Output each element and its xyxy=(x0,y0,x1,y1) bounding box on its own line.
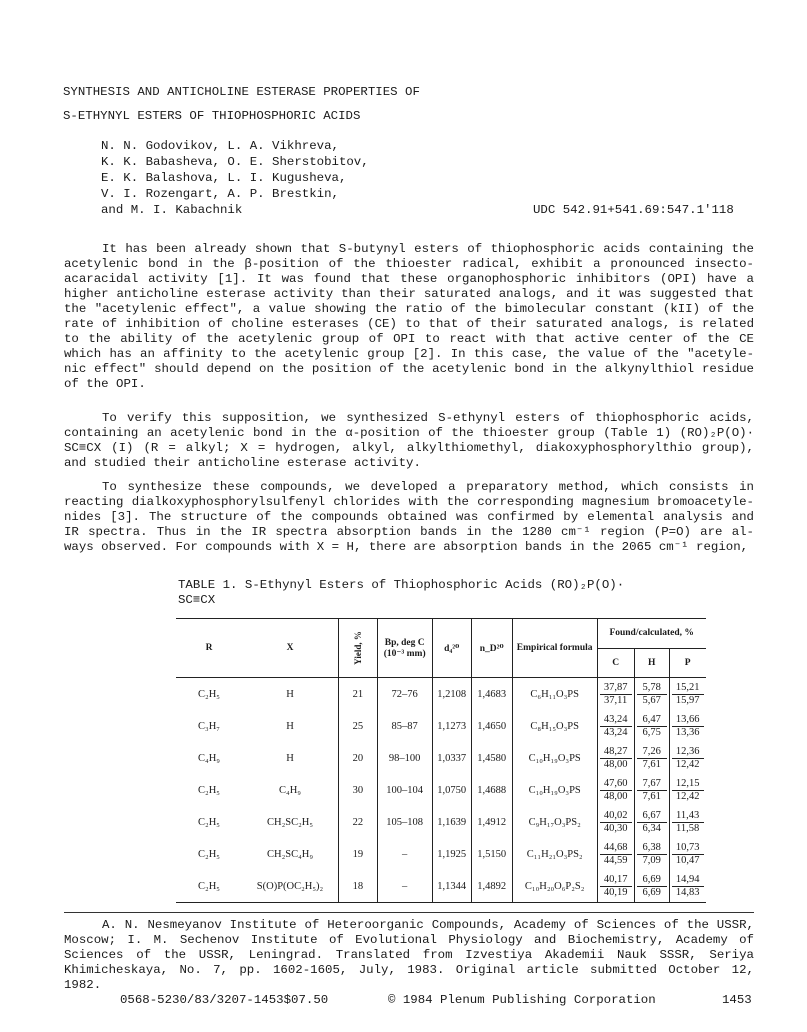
author-line: K. K. Babasheva, O. E. Sherstobitov, xyxy=(101,155,369,169)
data-table xyxy=(176,618,706,903)
cell-x: H xyxy=(242,710,339,742)
cell-bp: 105–108 xyxy=(377,806,432,838)
cell-h: 5,78 5,67 xyxy=(634,678,669,711)
cell-density: 1,1344 xyxy=(432,870,471,903)
cell-formula: C₆H₁₁O₃PS xyxy=(512,678,597,711)
cell-h: 7,67 7,61 xyxy=(634,774,669,806)
page-number: 1453 xyxy=(722,993,752,1007)
table-row xyxy=(176,870,706,903)
col-header-found: Found/calculated, % xyxy=(597,619,706,649)
udc-code: UDC 542.91+541.69:547.1'118 xyxy=(533,203,734,217)
author-line: E. K. Balashova, L. I. Kugusheva, xyxy=(101,171,347,185)
table-row xyxy=(176,838,706,870)
cell-refraction: 1,4580 xyxy=(471,742,512,774)
cell-formula: C₁₁H₂₁O₃PS₂ xyxy=(512,838,597,870)
cell-x: S(O)P(OC₂H₅)₂ xyxy=(242,870,339,903)
col-header-bp: Bp, deg C (10⁻³ mm) xyxy=(377,619,432,678)
cell-c: 40,02 40,30 xyxy=(597,806,634,838)
cell-p: 14,94 14,83 xyxy=(669,870,706,903)
cell-refraction: 1,4650 xyxy=(471,710,512,742)
table-caption-line-1: TABLE 1. S-Ethynyl Esters of Thiophosphoric Acids (RO)₂P(O)· xyxy=(178,578,625,592)
cell-density: 1,0337 xyxy=(432,742,471,774)
cell-formula: C₁₀H₁₉O₃PS xyxy=(512,742,597,774)
cell-yield: 30 xyxy=(339,774,378,806)
cell-p: 12,36 12,42 xyxy=(669,742,706,774)
cell-c: 37,87 37,11 xyxy=(597,678,634,711)
col-header-density: d₄²⁰ xyxy=(432,619,471,678)
cell-h: 7,26 7,61 xyxy=(634,742,669,774)
table-row xyxy=(176,710,706,742)
cell-x: CH₂SC₄H₉ xyxy=(242,838,339,870)
cell-yield: 19 xyxy=(339,838,378,870)
cell-h: 6,67 6,34 xyxy=(634,806,669,838)
cell-c: 47,60 48,00 xyxy=(597,774,634,806)
cell-x: CH₂SC₂H₅ xyxy=(242,806,339,838)
cell-yield: 20 xyxy=(339,742,378,774)
paragraph: To verify this supposition, we synthesized S-ethynyl esters of thiophosphoric acids, containing an acetylenic bond in the α-position of the thioester group (Table 1) (RO)₂P(O)· SC≡CX (I) (R = alkyl; X = hydrogen, alkyl, alkylthiomethyl, diakoxyphosphorylthio group), and studied their anticholine esterase activity. xyxy=(64,411,754,470)
cell-r: C₂H₅ xyxy=(198,816,220,828)
title-line-1: SYNTHESIS AND ANTICHOLINE ESTERASE PROPERTIES OF xyxy=(63,85,420,99)
footnote-rule xyxy=(64,912,754,913)
cell-c: 43,24 43,24 xyxy=(597,710,634,742)
cell-r: C₂H₅ xyxy=(198,688,220,700)
cell-c: 44,68 44,59 xyxy=(597,838,634,870)
title-line-2: S-ETHYNYL ESTERS OF THIOPHOSPHORIC ACIDS xyxy=(63,109,361,123)
cell-x: H xyxy=(242,678,339,711)
cell-p: 13,66 13,36 xyxy=(669,710,706,742)
cell-bp: 100–104 xyxy=(377,774,432,806)
footer-code: 0568-5230/83/3207-1453$07.50 xyxy=(120,993,329,1007)
cell-yield: 25 xyxy=(339,710,378,742)
col-header-p: P xyxy=(669,648,706,678)
cell-refraction: 1,4683 xyxy=(471,678,512,711)
col-header-h: H xyxy=(634,648,669,678)
cell-h: 6,69 6,69 xyxy=(634,870,669,903)
paragraph: It has been already shown that S-butynyl esters of thiophosphoric acids containing the acetylenic bond in the β-position of the thioester radical, exhibit a pronounced insecto-acaracidal activity [1]. It was found that these organophosphoric inhibitors (OPI) have a higher anticholine esterase activity than their saturated analogs, and it was suggested that the "acetylenic effect", a value showing the ratio of the bimolecular constant (kII) of the rate of inhibition of choline esterases (CE) to that of their saturated analogs, is related to the ability of the acetylenic group of OPI to react with that active center of the CE which has an affinity to the acetylenic group [2]. In this case, the value of the "acetyle-nic effect" should depend on the position of the acetylenic bond in the alkynylthiol residue of the OPI. xyxy=(64,242,754,391)
cell-bp: – xyxy=(377,870,432,903)
cell-h: 6,38 7,09 xyxy=(634,838,669,870)
cell-density: 1,2108 xyxy=(432,678,471,711)
cell-formula: C₉H₁₇O₃PS₂ xyxy=(512,806,597,838)
cell-x: H xyxy=(242,742,339,774)
body-text xyxy=(64,411,754,471)
table-row xyxy=(176,678,706,711)
table-row xyxy=(176,806,706,838)
cell-yield: 18 xyxy=(339,870,378,903)
cell-p: 15,21 15,97 xyxy=(669,678,706,711)
cell-bp: 72–76 xyxy=(377,678,432,711)
cell-refraction: 1,4892 xyxy=(471,870,512,903)
col-header-x: X xyxy=(242,619,339,678)
cell-p: 10,73 10,47 xyxy=(669,838,706,870)
col-header-c: C xyxy=(597,648,634,678)
author-line: N. N. Godovikov, L. A. Vikhreva, xyxy=(101,139,339,153)
col-header-refraction: n_D²⁰ xyxy=(471,619,512,678)
table-caption-line-2: SC≡CX xyxy=(178,593,216,607)
cell-r: C₃H₇ xyxy=(198,720,220,732)
cell-yield: 22 xyxy=(339,806,378,838)
cell-density: 1,1925 xyxy=(432,838,471,870)
cell-r: C₂H₅ xyxy=(176,870,242,903)
cell-c: 40,17 40,19 xyxy=(597,870,634,903)
cell-x: C₄H₉ xyxy=(242,774,339,806)
col-header-formula: Empirical formula xyxy=(512,619,597,678)
author-line: V. I. Rozengart, A. P. Brestkin, xyxy=(101,187,339,201)
cell-bp: 85–87 xyxy=(377,710,432,742)
footnote-text: A. N. Nesmeyanov Institute of Heteroorganic Compounds, Academy of Sciences of the USSR, Moscow; I. M. Sechenov Institute of Evolutional Physiology and Biochemistry, Academy of Sciences of the USSR, Leningrad. Translated from Izvestiya Akademii Nauk SSSR, Seriya Khimicheskaya, No. 7, pp. 1602-1605, July, 1983. Original article submitted October 12, 1982. xyxy=(64,918,754,992)
cell-density: 1,1273 xyxy=(432,710,471,742)
cell-formula: C₁₀H₂₀O₆P₂S₂ xyxy=(512,870,597,903)
table-row xyxy=(176,774,706,806)
cell-yield: 21 xyxy=(339,678,378,711)
cell-c: 48,27 48,00 xyxy=(597,742,634,774)
cell-bp: 98–100 xyxy=(377,742,432,774)
cell-refraction: 1,4912 xyxy=(471,806,512,838)
cell-r: C₄H₉ xyxy=(198,752,220,764)
cell-formula: C₁₀H₁₉O₃PS xyxy=(512,774,597,806)
col-header-yield: Yield, % xyxy=(339,619,378,678)
cell-refraction: 1,5150 xyxy=(471,838,512,870)
cell-density: 1,0750 xyxy=(432,774,471,806)
footer-publisher: © 1984 Plenum Publishing Corporation xyxy=(388,993,656,1007)
body-text xyxy=(64,242,754,392)
body-text xyxy=(64,480,754,555)
author-line: and M. I. Kabachnik xyxy=(101,203,243,217)
cell-refraction: 1,4688 xyxy=(471,774,512,806)
cell-h: 6,47 6,75 xyxy=(634,710,669,742)
cell-formula: C₈H₁₅O₃PS xyxy=(512,710,597,742)
cell-p: 11,43 11,58 xyxy=(669,806,706,838)
col-header-r: R xyxy=(176,619,242,678)
cell-p: 12,15 12,42 xyxy=(669,774,706,806)
cell-density: 1,1639 xyxy=(432,806,471,838)
table-row xyxy=(176,742,706,774)
cell-bp: – xyxy=(377,838,432,870)
paragraph: To synthesize these compounds, we developed a preparatory method, which consists in reacting dialkoxyphosphorylsulfenyl chlorides with the corresponding magnesium bromoacetyle-nides [3]. The structure of the compounds obtained was confirmed by elemental analysis and IR spectra. Thus in the IR spectra absorption bands in the 1280 cm⁻¹ region (P=O) are al-ways observed. For compounds with X = H, there are absorption bands in the 2065 cm⁻¹ region, xyxy=(64,480,754,554)
cell-r: C₂H₅ xyxy=(198,848,220,860)
footnote xyxy=(64,918,754,993)
cell-r: C₂H₅ xyxy=(198,784,220,796)
